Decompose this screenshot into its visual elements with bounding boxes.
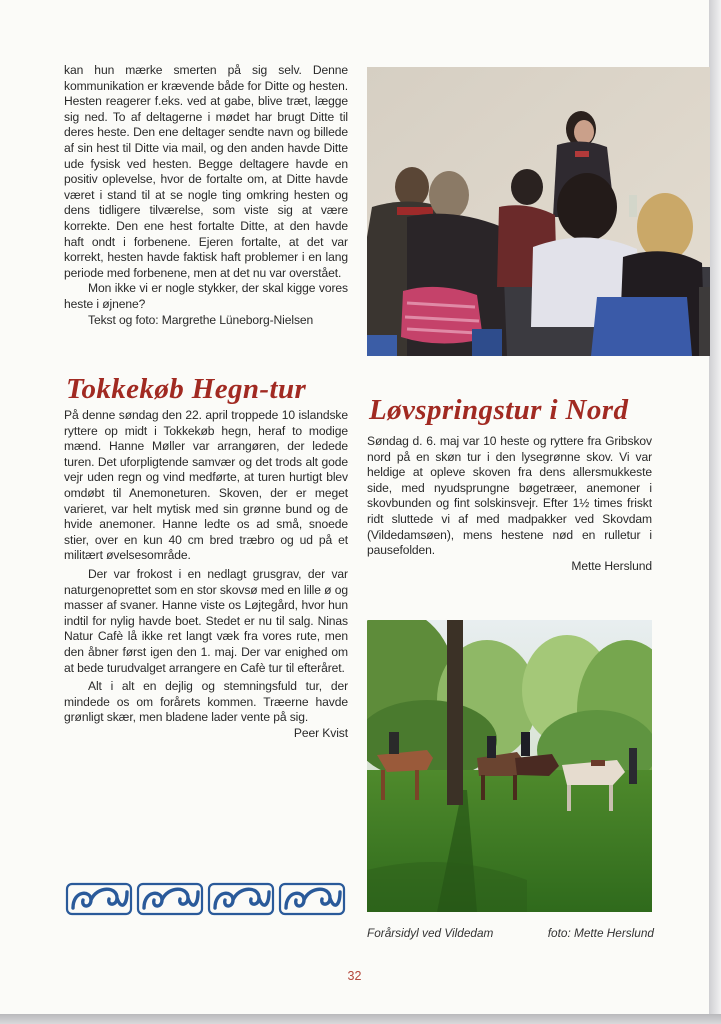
meeting-photo xyxy=(367,67,710,356)
page-edge-bottom xyxy=(0,1014,721,1024)
photo-caption xyxy=(367,926,654,940)
page-edge-right xyxy=(709,0,721,1024)
decorative-ornament-border xyxy=(65,880,349,923)
article2-title: Tokkekøb Hegn-tur xyxy=(66,373,307,406)
horses-in-forest-photo xyxy=(367,620,652,912)
article2-paragraph: Alt i alt en dejlig og stemningsfuld tur, der mindede os om forårets kommen. Træerne havde grønligt skær, men bladene lader vente på sig. xyxy=(64,679,348,725)
wave-ornament-icon xyxy=(67,884,344,914)
caption-title: Forårsidyl ved Vildedam xyxy=(367,926,494,940)
article1-paragraph: kan hun mærke smerten på sig selv. Denne kommunikation er krævende både for Ditte og hesten. Hesten reagerer f.eks. ved at gabe, blive træt, lægge sig ned. To af deltagerne i mødet har brugt Ditte til deres heste. Den ene deltager sendte navn og billede af sin hest til Ditte via mail, og den anden havde Ditte ude fysisk ved hesten. Begge deltagere havde en positiv oplevelse, hvor de fortalte om, at Ditte havde været i stand til at se nogle ting omkring hesten og dens tidligere tilværelse, som viste sig at være korrekte. Den ene hest fortalte Ditte, at den havde haft ondt i forbenene. Ejeren fortalte, at det var korrekt, hesten havde faktisk haft problemer i en lang periode med forbenene, men at det nu var overstået. xyxy=(64,63,348,280)
article1-paragraph: Mon ikke vi er nogle stykker, der skal kigge vores heste i øjnene? xyxy=(64,281,348,311)
article3-title: Løvspringstur i Nord xyxy=(369,394,629,426)
article3-signature: Mette Herslund xyxy=(571,558,652,573)
right-column xyxy=(367,393,652,574)
page-number: 32 xyxy=(347,969,362,983)
left-column xyxy=(64,63,348,742)
article2-paragraph: Der var frokost i en nedlagt grusgrav, der var naturgenoprettet som en stor skovsø med en lille ø og masser af svaner. Hanne viste os Løjtegård, hvor hun indtil for nylig havde boet. Stedet er nu til salg. Ninas Natur Cafè lå ikke ret langt væk fra vores rute, men den åbner først igen den 1. maj. Der var enighed om at bede turudvalget arrangere en Cafè tur til efteråret. xyxy=(64,567,348,675)
article3-paragraph: Søndag d. 6. maj var 10 heste og ryttere fra Gribskov nord på en skøn tur i den lysegrønne skov. Vi var heldige at opleve skoven fra dens allersmukkeste side, med nyudsprungne bøgetræer, anemoner i skovbunden og fint solskinsvejr. Efter 1½ times friskt ridt sluttede vi af med madpakker ved Skovdam (Vildedamsøen), mens hestene nød en rulletur i pausefolden. xyxy=(367,434,652,558)
caption-credit: foto: Mette Herslund xyxy=(547,926,654,940)
article1-credit: Tekst og foto: Margrethe Lüneborg-Nielsen xyxy=(88,312,314,327)
article2-paragraph: På denne søndag den 22. april troppede 10 islandske ryttere op midt i Tokkekøb hegn, heraf to modige mænd. Hanne Møller var arrangøren, der ledede turen. Det uforpligtende samvær og det trods alt gode vejr uden regn og vind medførte, at turen hurtigt blev omdøbt til Anemoneturen. Skoven, der er meget varieret, var helt mytisk med sin grønne bund og de hvide anemoner. Hanne ledte os ad små, snoede stier, over en kun 40 cm bred træbro og ud på et militært øvelsesområde. xyxy=(64,408,348,563)
article2-signature: Peer Kvist xyxy=(293,725,348,740)
